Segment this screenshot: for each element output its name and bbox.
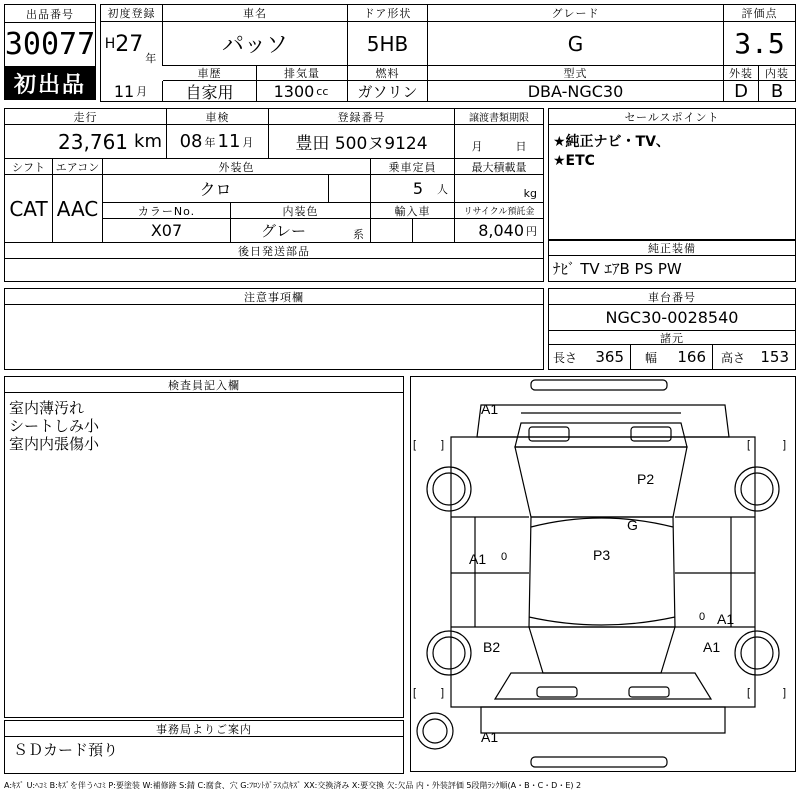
displacement-value: 1300: [273, 81, 315, 101]
height: [713, 345, 795, 369]
zero-right: 0: [699, 611, 706, 623]
bracket-1: [: [413, 439, 417, 451]
color-no-label: カラーNo.: [103, 203, 231, 219]
header-table: [100, 4, 796, 102]
recycle: [455, 219, 543, 243]
chassis-label: 車台番号: [549, 289, 795, 305]
inspector-box: [4, 376, 404, 718]
zero-left: 0: [501, 551, 508, 563]
fuel: ガソリン: [348, 81, 428, 101]
mark-a1-left-door: A1: [469, 551, 487, 567]
sales-box: [548, 108, 796, 240]
transfer-day-unit: 日: [515, 140, 527, 153]
chassis-number: NGC30-0028540: [549, 305, 795, 331]
sales-label: セールスポイント: [549, 109, 795, 125]
inspection: [167, 125, 269, 159]
grade-label: グレード: [428, 5, 724, 22]
seats-unit: 人: [437, 182, 448, 196]
transfer-month-unit: 月: [471, 140, 483, 153]
recycle-value: 8,040: [478, 221, 524, 240]
exterior-grade: D: [724, 81, 759, 101]
mileage-unit: km: [134, 131, 162, 152]
int-color-label: 内装色: [231, 203, 371, 219]
lot-label: 出品番号: [5, 5, 95, 23]
office-box: [4, 720, 404, 774]
inspector-line-3: 室内内張傷小: [9, 435, 100, 453]
import-b: [413, 219, 455, 243]
exterior-label: 外装: [724, 66, 759, 81]
import-label: 輸入車: [371, 203, 455, 219]
later-parts: [5, 259, 543, 281]
bracket-5: [: [413, 687, 417, 699]
legend: A:ｷｽﾞ U:ﾍｺﾐ B:ｷｽﾞを伴うﾍｺﾐ P:要塗装 W:補修跡 S:錆 C:腐食、穴 G:ﾌﾛﾝﾄｶﾞﾗｽ点ｷｽﾞ XX:交換済み X:要交換 欠:欠品 内・外装評価 5段階ﾗﾝｸ順(A・B・C・D・E) 2: [4, 781, 582, 790]
bracket-7: [: [747, 687, 751, 699]
door-label: ドア形状: [348, 5, 428, 22]
model-label: 型式: [428, 66, 724, 81]
seats-label: 乗車定員: [371, 159, 455, 175]
chassis-box: [548, 288, 796, 370]
info-table: [4, 108, 544, 282]
height-value: 153: [760, 348, 789, 366]
inspection-month-unit: 月: [242, 135, 254, 149]
bracket-3: [: [747, 439, 751, 451]
ext-color-label: 外装色: [103, 159, 371, 175]
inspector-line-2: シートしみ小: [9, 417, 100, 435]
interior-label: 内装: [759, 66, 795, 81]
office-label: 事務局よりご案内: [5, 721, 403, 737]
car-outline: [411, 377, 795, 771]
reg-no: 豊田 500ヌ9124: [269, 125, 455, 159]
car-name: パッソ: [163, 22, 348, 66]
inspector-label: 検査員記入欄: [5, 377, 403, 393]
mileage-label: 走行: [5, 109, 167, 125]
recycle-label: リサイクル預託金: [455, 203, 543, 219]
mark-p3: P3: [593, 547, 611, 563]
mileage-value: 23,761: [58, 129, 129, 154]
notes-box: [4, 288, 544, 370]
bracket-4: ]: [783, 439, 787, 451]
ext-color: クロ: [103, 175, 329, 203]
inspection-year: 08: [179, 131, 203, 152]
equip: ﾅﾋﾞ TV ｴｱB PS PW: [553, 259, 682, 278]
score-label: 評価点: [724, 5, 795, 22]
mileage: [5, 125, 167, 159]
model: DBA-NGC30: [428, 81, 724, 101]
int-color: [231, 219, 371, 243]
mark-a1-front: A1: [481, 401, 499, 417]
fuel-label: 燃料: [348, 66, 428, 81]
later-parts-label: 後日発送部品: [5, 243, 543, 259]
inspection-month: 11: [217, 131, 241, 152]
first-listing-badge: 初出品: [5, 67, 95, 99]
bracket-8: ]: [783, 687, 787, 699]
seats: [371, 175, 455, 203]
first-reg-year: [101, 22, 163, 66]
dims-label: 諸元: [549, 331, 795, 345]
equip-box: [548, 240, 796, 282]
first-reg-label: 初度登録: [101, 5, 163, 22]
lot-box: [4, 4, 96, 100]
int-color-unit: 系: [353, 228, 364, 241]
height-label: 高さ: [721, 350, 746, 365]
mark-b2: B2: [483, 639, 501, 655]
equip-label: 純正装備: [549, 240, 795, 256]
inspector-line-1: 室内薄汚れ: [9, 399, 85, 417]
damage-diagram: [410, 376, 796, 772]
length: [549, 345, 631, 369]
month-unit: 月: [136, 85, 148, 98]
transfer-deadline: [455, 125, 543, 159]
sales-line-2: ★ETC: [553, 153, 595, 169]
length-label: 長さ: [553, 350, 578, 365]
first-reg-month: [101, 81, 163, 101]
year: 27: [115, 31, 144, 57]
mark-a1-right-rear: A1: [703, 639, 721, 655]
car-name-label: 車名: [163, 5, 348, 22]
recycle-unit: 円: [526, 224, 537, 238]
history: 自家用: [163, 81, 257, 101]
bracket-2: ]: [441, 439, 445, 451]
shift-label: シフト: [5, 159, 53, 175]
displacement-unit: cc: [316, 84, 329, 98]
length-value: 365: [595, 348, 624, 366]
import-a: [371, 219, 413, 243]
office-text: ＳＤカード預り: [13, 741, 119, 759]
month: 11: [113, 81, 135, 101]
year-unit: 年: [145, 52, 157, 65]
score: 3.5: [724, 22, 795, 66]
displacement: [257, 81, 348, 101]
int-color-value: グレー: [261, 222, 307, 240]
load: [455, 175, 543, 203]
history-label: 車歴: [163, 66, 257, 81]
sales-line-1: ★純正ナビ・TV、: [553, 134, 670, 150]
mark-a1-rear: A1: [481, 729, 499, 745]
notes-label: 注意事項欄: [5, 289, 543, 305]
transfer-label: 譲渡書類期限: [455, 109, 543, 125]
interior-grade: B: [770, 81, 784, 101]
ext-color-extra: [329, 175, 371, 203]
bracket-6: ]: [441, 687, 445, 699]
reg-no-label: 登録番号: [269, 109, 455, 125]
lot-number: 30077: [5, 23, 95, 67]
seats-value: 5: [412, 179, 423, 198]
load-label: 最大積載量: [455, 159, 543, 175]
inspection-label: 車検: [167, 109, 269, 125]
width-label: 幅: [645, 350, 658, 365]
displacement-label: 排気量: [257, 66, 348, 81]
shift: CAT: [5, 175, 53, 243]
width-value: 166: [677, 348, 706, 366]
mark-p2: P2: [637, 471, 655, 487]
mark-a1-right-door: A1: [717, 611, 735, 627]
ac: AAC: [53, 175, 103, 243]
load-unit: kg: [523, 187, 537, 200]
era: H: [104, 36, 116, 52]
color-no: X07: [103, 219, 231, 243]
grade: G: [428, 22, 724, 66]
width: [631, 345, 713, 369]
ac-label: エアコン: [53, 159, 103, 175]
door-type: 5HB: [348, 22, 428, 66]
inspection-year-unit: 年: [204, 135, 216, 149]
mark-g: G: [627, 517, 638, 533]
